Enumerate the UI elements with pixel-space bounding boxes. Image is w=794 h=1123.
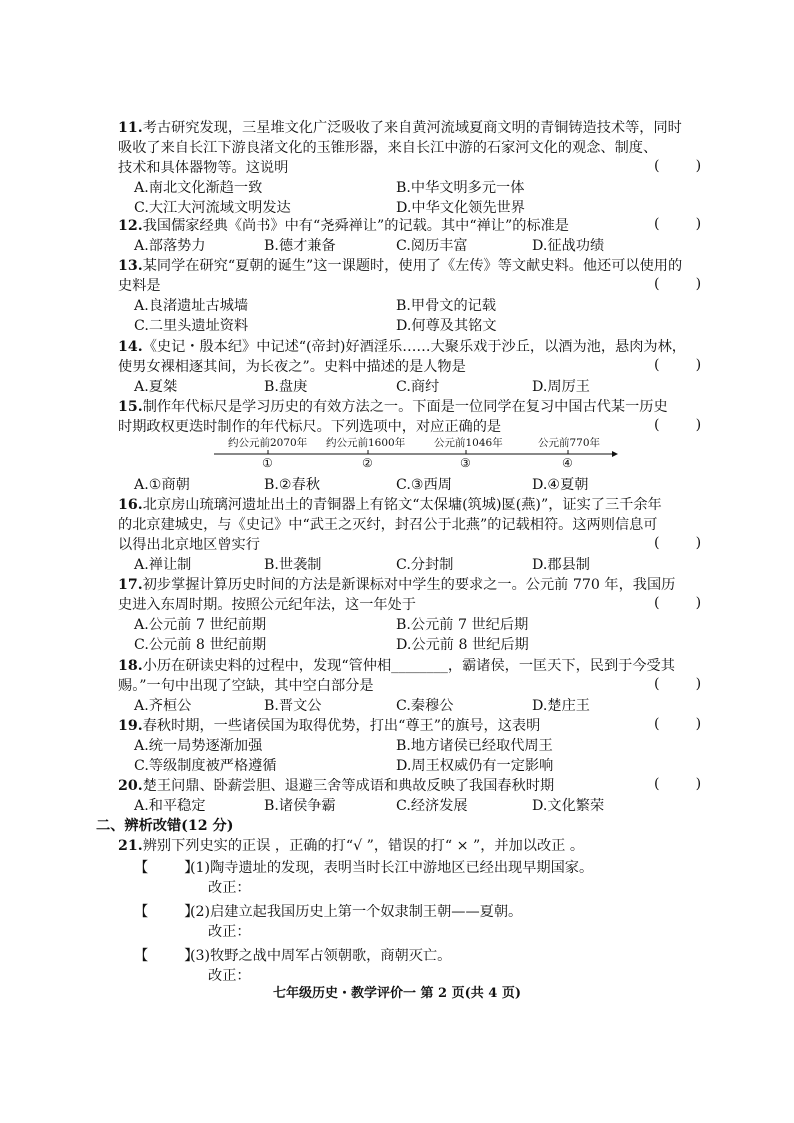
question-number: 13.: [118, 258, 143, 274]
option-d[interactable]: D.郡县制: [532, 557, 590, 573]
question-text: 史料是: [118, 278, 161, 294]
section-title: 二、辨析改错(12 分): [96, 818, 234, 834]
timeline-label: 公元前1046年: [434, 437, 503, 449]
answer-paren[interactable]: ( ): [654, 676, 702, 692]
option-c[interactable]: C.二里头遗址资料: [134, 318, 249, 334]
question-text: 制作年代标尺是学习历史的有效方法之一。下面是一位同学在复习中国古代某一历史: [142, 399, 668, 415]
timeline-mark: ①: [262, 456, 273, 470]
answer-paren[interactable]: ( ): [654, 595, 702, 611]
question-number: 21.: [118, 838, 143, 854]
question-text: 赐。”一句中出现了空缺，其中空白部分是: [118, 678, 374, 694]
timeline-mark: ②: [362, 456, 373, 470]
judgement-bracket-2[interactable]: 【 】: [134, 904, 199, 920]
judgement-bracket-1[interactable]: 【 】: [134, 860, 199, 876]
option-b[interactable]: B.公元前 7 世纪后期: [396, 617, 529, 633]
question-number: 17.: [118, 577, 143, 593]
option-d[interactable]: D.中华文化领先世界: [396, 200, 525, 216]
option-b[interactable]: B.世袭制: [264, 557, 322, 573]
question-text: 史进入东周时期。按照公元纪年法，这一年处于: [118, 597, 416, 613]
page-footer: 七年级历史・教学评价一 第 2 页(共 4 页): [272, 986, 522, 1001]
option-b[interactable]: B.德才兼备: [264, 238, 336, 254]
question-text: 时期政权更迭时制作的年代标尺。下列选项中，对应正确的是: [118, 419, 502, 435]
timeline-label: 公元前770年: [538, 437, 601, 449]
question-text: 考古研究发现，三星堆文化广泛吸收了来自黄河流域夏商文明的青铜铸造技术等，同时: [142, 120, 682, 136]
option-b[interactable]: B.甲骨文的记载: [396, 298, 497, 314]
option-c[interactable]: C.③西周: [396, 477, 452, 493]
option-c[interactable]: C.分封制: [396, 557, 454, 573]
answer-paren[interactable]: ( ): [654, 776, 702, 792]
option-a[interactable]: A.统一局势逐渐加强: [134, 738, 263, 754]
timeline-mark: ③: [460, 456, 471, 470]
correction-label: 改正：: [208, 924, 251, 940]
answer-paren[interactable]: ( ): [654, 535, 702, 551]
option-c[interactable]: C.等级制度被严格遵循: [134, 758, 277, 774]
option-b[interactable]: B.地方诸侯已经取代周王: [396, 738, 553, 754]
option-a[interactable]: A.禅让制: [134, 557, 192, 573]
question-text: 春秋时期，一些诸侯国为取得优势，打出“尊王”的旗号，这表明: [142, 718, 541, 734]
option-a[interactable]: A.南北文化渐趋一致: [134, 180, 263, 196]
timeline-ruler: [214, 437, 618, 471]
option-a[interactable]: A.公元前 7 世纪前期: [134, 617, 267, 633]
question-number: 12.: [118, 218, 143, 234]
question-text: 《史记・殷本纪》中记述“(帝封)好酒淫乐……大聚乐戏于沙丘，以酒为池，悬肉为林，: [142, 339, 686, 355]
judgement-bracket-3[interactable]: 【 】: [134, 948, 199, 964]
answer-paren[interactable]: ( ): [654, 158, 702, 174]
question-text: 技术和具体器物等。这说明: [118, 160, 289, 176]
option-a[interactable]: A.夏桀: [134, 379, 178, 395]
option-d[interactable]: D.④夏朝: [532, 477, 589, 493]
answer-paren[interactable]: ( ): [654, 417, 702, 433]
question-number: 19.: [118, 718, 143, 734]
option-a[interactable]: A.和平稳定: [134, 798, 206, 814]
question-text: 某同学在研究“夏朝的诞生”这一课题时，使用了《左传》等文献史料。他还可以使用的: [142, 258, 683, 274]
option-a[interactable]: A.①商朝: [134, 477, 190, 493]
statement-1: (1)陶寺遗址的发现，表明当时长江中游地区已经出现早期国家。: [190, 860, 594, 876]
question-text: 小历在研读史料的过程中，发现“管仲相________，霸诸侯，一匡天下，民到于今受其: [142, 658, 675, 674]
answer-paren[interactable]: ( ): [654, 276, 702, 292]
option-d[interactable]: D.公元前 8 世纪后期: [396, 637, 529, 653]
timeline-arrow: [612, 451, 618, 457]
statement-2: (2)启建立起我国历史上第一个奴隶制王朝——夏朝。: [190, 904, 523, 920]
question-text: 初步掌握计算历史时间的方法是新课标对中学生的要求之一。公元前 770 年，我国历: [142, 577, 676, 593]
option-b[interactable]: B.诸侯争霸: [264, 798, 336, 814]
answer-paren[interactable]: ( ): [654, 716, 702, 732]
option-b[interactable]: B.②春秋: [264, 477, 321, 493]
question-number: 20.: [118, 778, 143, 794]
statement-3: (3)牧野之战中周军占领朝歌，商朝灭亡。: [190, 948, 452, 964]
question-number: 11.: [118, 120, 143, 136]
timeline-label: 约公元前2070年: [228, 437, 308, 449]
answer-paren[interactable]: ( ): [654, 357, 702, 373]
correction-label: 改正：: [208, 880, 251, 896]
timeline-mark: ④: [562, 456, 573, 470]
timeline-label: 约公元前1600年: [326, 437, 406, 449]
option-d[interactable]: D.文化繁荣: [532, 798, 605, 814]
option-c[interactable]: C.经济发展: [396, 798, 468, 814]
option-d[interactable]: D.何尊及其铭文: [396, 318, 497, 334]
question-text: 使男女裸相逐其间，为长夜之”。史料中描述的是人物是: [118, 359, 466, 375]
option-d[interactable]: D.周王权威仍有一定影响: [396, 758, 554, 774]
option-b[interactable]: B.盘庚: [264, 379, 308, 395]
question-text: 辨别下列史实的正误 ，正确的打“√ ”，错误的打“ × ”，并加以改正 。: [142, 838, 585, 854]
question-number: 14.: [118, 339, 143, 355]
question-text: 楚王问鼎、卧薪尝胆、退避三舍等成语和典故反映了我国春秋时期: [142, 778, 555, 794]
question-text: 北京房山琉璃河遗址出土的青铜器上有铭文“太保墉(筑城)匽(燕)”，证实了三千余年: [142, 497, 662, 513]
correction-label: 改正：: [208, 968, 251, 984]
option-c[interactable]: C.阅历丰富: [396, 238, 468, 254]
option-d[interactable]: D.楚庄王: [532, 698, 590, 714]
option-d[interactable]: D.周厉王: [532, 379, 590, 395]
option-b[interactable]: B.晋文公: [264, 698, 322, 714]
option-a[interactable]: A.齐桓公: [134, 698, 192, 714]
option-c[interactable]: C.公元前 8 世纪前期: [134, 637, 267, 653]
question-text: 的北京建城史，与《史记》中“武王之灭纣，封召公于北燕”的记载相符。这两则信息可: [118, 517, 658, 533]
question-number: 16.: [118, 497, 143, 513]
option-c[interactable]: C.大江大河流域文明发达: [134, 200, 291, 216]
option-a[interactable]: A.部落势力: [134, 238, 206, 254]
question-number: 18.: [118, 658, 143, 674]
question-text: 吸收了来自长江下游良渚文化的玉锥形器，来自长江中游的石家河文化的观念、制度、: [118, 140, 658, 156]
answer-paren[interactable]: ( ): [654, 216, 702, 232]
option-a[interactable]: A.良渚遗址古城墙: [134, 298, 249, 314]
option-d[interactable]: D.征战功绩: [532, 238, 605, 254]
question-text: 以得出北京地区曾实行: [118, 537, 260, 553]
question-number: 15.: [118, 399, 143, 415]
option-b[interactable]: B.中华文明多元一体: [396, 180, 525, 196]
question-text: 我国儒家经典《尚书》中有“尧舜禅让”的记载。其中“禅让”的标准是: [142, 218, 569, 234]
option-c[interactable]: C.商纣: [396, 379, 440, 395]
option-c[interactable]: C.秦穆公: [396, 698, 454, 714]
